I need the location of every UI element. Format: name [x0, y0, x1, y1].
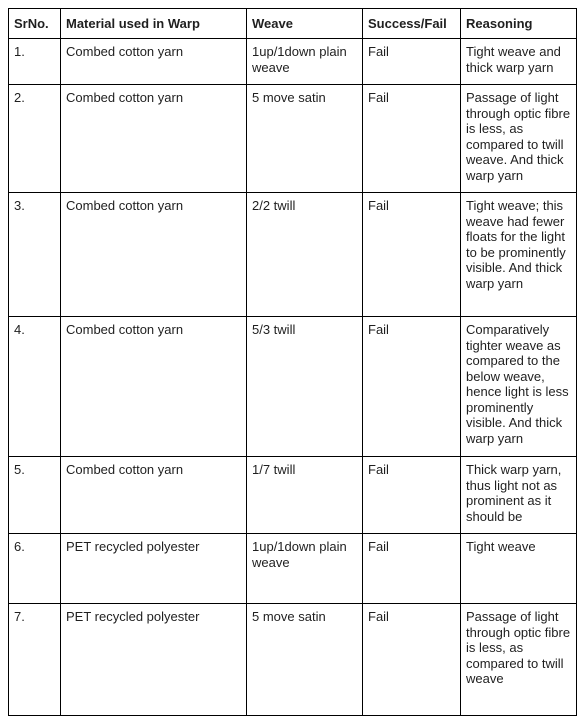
table-row [9, 534, 577, 604]
header-srno: SrNo. [9, 9, 61, 39]
cell-weave: 1up/1down plain weave [247, 39, 363, 85]
cell-reasoning: Tight weave; this weave had fewer floats for the light to be prominently visible. And thick warp yarn [461, 193, 577, 317]
cell-result: Fail [363, 39, 461, 85]
header-material: Material used in Warp [61, 9, 247, 39]
cell-material: Combed cotton yarn [61, 85, 247, 193]
cell-reasoning: Thick warp yarn, thus light not as prominent as it should be [461, 457, 577, 534]
table-row [9, 317, 577, 457]
cell-weave: 2/2 twill [247, 193, 363, 317]
cell-reasoning: Comparatively tighter weave as compared to the below weave, hence light is less prominently visible. And thick warp yarn [461, 317, 577, 457]
header-weave: Weave [247, 9, 363, 39]
cell-reasoning: Tight weave and thick warp yarn [461, 39, 577, 85]
cell-weave: 1/7 twill [247, 457, 363, 534]
cell-result: Fail [363, 85, 461, 193]
header-result: Success/Fail [363, 9, 461, 39]
cell-srno: 2. [9, 85, 61, 193]
cell-srno: 1. [9, 39, 61, 85]
cell-reasoning: Passage of light through optic fibre is less, as compared to twill weave [461, 604, 577, 716]
results-table [8, 8, 577, 716]
table-row [9, 85, 577, 193]
cell-result: Fail [363, 317, 461, 457]
table-row [9, 39, 577, 85]
cell-result: Fail [363, 457, 461, 534]
table-row [9, 604, 577, 716]
table-row [9, 193, 577, 317]
cell-material: Combed cotton yarn [61, 317, 247, 457]
cell-srno: 3. [9, 193, 61, 317]
header-row [9, 9, 577, 39]
table-row [9, 457, 577, 534]
cell-srno: 7. [9, 604, 61, 716]
cell-weave: 1up/1down plain weave [247, 534, 363, 604]
cell-result: Fail [363, 604, 461, 716]
cell-weave: 5 move satin [247, 85, 363, 193]
cell-reasoning: Passage of light through optic fibre is less, as compared to twill weave. And thick warp yarn [461, 85, 577, 193]
cell-material: Combed cotton yarn [61, 39, 247, 85]
cell-srno: 4. [9, 317, 61, 457]
cell-material: Combed cotton yarn [61, 193, 247, 317]
cell-weave: 5/3 twill [247, 317, 363, 457]
cell-result: Fail [363, 193, 461, 317]
cell-material: PET recycled polyester [61, 604, 247, 716]
cell-material: Combed cotton yarn [61, 457, 247, 534]
cell-weave: 5 move satin [247, 604, 363, 716]
header-reasoning: Reasoning [461, 9, 577, 39]
cell-result: Fail [363, 534, 461, 604]
cell-material: PET recycled polyester [61, 534, 247, 604]
cell-srno: 5. [9, 457, 61, 534]
cell-srno: 6. [9, 534, 61, 604]
cell-reasoning: Tight weave [461, 534, 577, 604]
